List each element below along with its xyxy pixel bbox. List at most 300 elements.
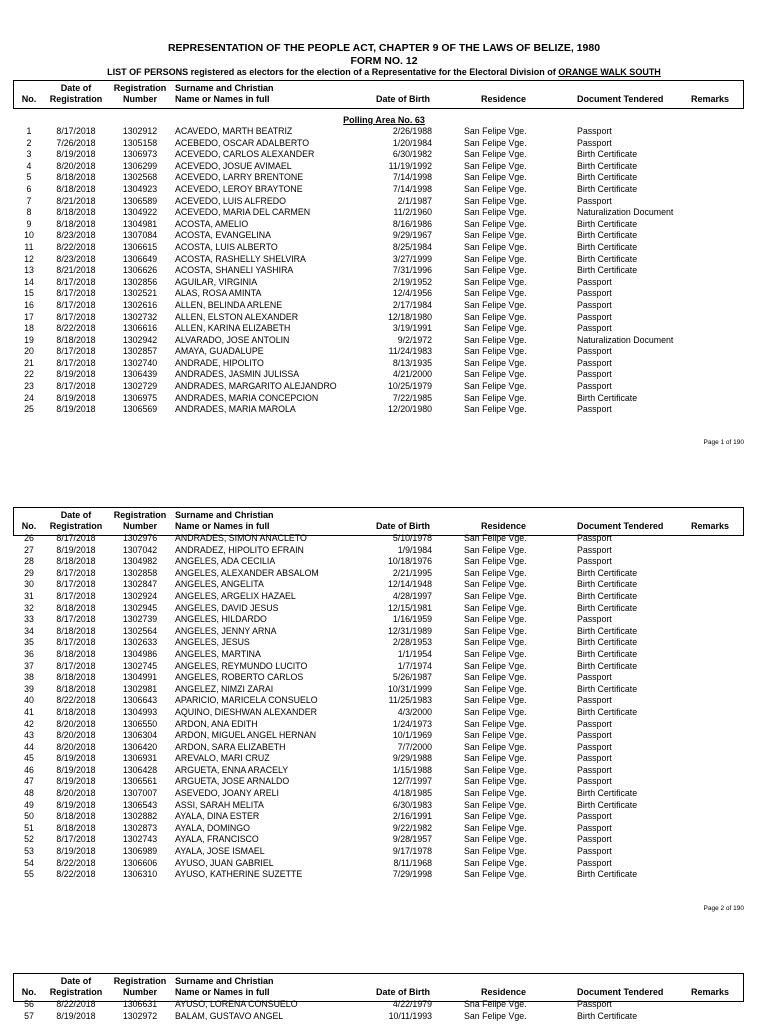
table-row [0,219,768,231]
row-name: ACEVEDO, LARRY BRENTONE [175,172,304,183]
row-registration-number: 1302743 [122,834,158,845]
row-date-registration: 8/17/2018 [56,276,96,287]
row-date-of-birth: 7/29/1998 [392,869,432,880]
row-no: 7 [26,195,32,206]
row-date-registration: 7/26/2018 [56,137,96,148]
row-date-of-birth: 8/25/1984 [392,241,432,252]
row-date-registration: 8/19/2018 [56,753,96,764]
row-name: ACEVEDO, JOSUE AVIMAEL [175,160,292,171]
row-residence: San Felipe Vge. [464,230,527,241]
row-date-of-birth: 4/18/1985 [392,788,432,799]
row-registration-number: 1306649 [122,253,158,264]
row-name: AYUSO, JUAN GABRIEL [175,857,274,868]
row-name: ACAVEDO, MARTH BEATRIZ [175,126,293,136]
row-date-of-birth: 4/3/2000 [397,706,432,717]
row-date-of-birth: 3/19/1991 [392,323,432,334]
row-residence: San Felipe Vge. [464,369,527,380]
row-document-tendered: Passport [577,614,612,625]
row-no: 13 [24,265,34,276]
row-date-of-birth: 1/24/1973 [392,718,432,729]
row-name: ANGELEZ, NIMZI ZARAI [175,683,274,694]
row-date-registration: 8/19/2018 [56,149,96,160]
row-document-tendered: Passport [577,857,612,868]
row-name: ANDRADES, MARIA CONCEPCION [175,392,319,403]
row-registration-number: 1302564 [122,625,158,636]
table-row [0,637,768,649]
row-name: ANGELES, ADA CECILIA [175,556,276,567]
row-date-registration: 8/21/2018 [56,195,96,206]
row-date-registration: 8/23/2018 [56,253,96,264]
row-no: 15 [24,288,34,299]
row-registration-number: 1306631 [122,999,158,1009]
row-residence: San Felipe Vge. [464,822,527,833]
col-header-name-2: Name or Names in full [175,94,270,104]
row-name: AREVALO, MARI CRUZ [175,753,270,764]
row-document-tendered: Passport [577,126,612,136]
row-name: ALLEN, ELSTON ALEXANDER [175,311,299,322]
table-row [0,335,768,347]
row-document-tendered: Birth Certificate [577,637,638,648]
row-residence: San Felipe Vge. [464,346,527,357]
table-row [0,672,768,684]
row-name: ARGUETA, ENNA ARACELY [175,764,289,775]
row-date-of-birth: 12/4/1956 [392,288,432,299]
row-document-tendered: Passport [577,730,612,741]
row-residence: San Felipe Vge. [464,788,527,799]
col-header-registration-number: Registration [113,976,167,986]
row-no: 16 [24,299,34,310]
row-residence: San Felipe Vge. [464,834,527,845]
row-name: ANGELES, HILDARDO [175,614,267,625]
row-date-of-birth: 10/11/1993 [388,1010,432,1021]
col-header-registration-number: Registration [113,510,167,520]
col-header-date-of-birth: Date of Birth [376,94,430,104]
row-residence: San Felipe Vge. [464,126,527,136]
row-no: 50 [24,811,34,822]
table-row [0,765,768,777]
row-date-of-birth: 12/20/1980 [387,404,432,415]
row-date-of-birth: 7/14/1998 [392,172,432,183]
table-row [0,254,768,266]
row-registration-number: 1307042 [122,544,158,555]
row-no: 35 [24,637,34,648]
row-no: 31 [24,590,34,601]
table-row [0,695,768,707]
row-residence: San Felipe Vge. [464,590,527,601]
col-header-registration-number-2: Number [122,94,157,104]
row-date-registration: 8/22/2018 [56,695,96,706]
row-document-tendered: Passport [577,311,612,322]
row-date-of-birth: 1/16/1959 [392,614,432,625]
row-document-tendered: Passport [577,544,612,555]
row-document-tendered: Passport [577,834,612,845]
row-residence: San Felipe Vge. [464,218,527,229]
row-no: 24 [24,392,34,403]
row-date-registration: 8/19/2018 [56,392,96,403]
table-row [0,161,768,173]
row-date-registration: 8/17/2018 [56,834,96,845]
col-header-name: Surname and Christian [175,83,274,93]
row-date-of-birth: 11/2/1960 [393,207,432,218]
row-name: ARGUETA, JOSE ARNALDO [175,776,290,787]
row-registration-number: 1304922 [122,207,158,218]
row-no: 48 [24,788,34,799]
row-date-of-birth: 1/1/1954 [397,648,432,659]
row-residence: San Felipe Vge. [464,241,527,252]
table-row [0,846,768,858]
row-document-tendered: Birth Certificate [577,567,638,578]
table-row [0,277,768,289]
row-residence: San Felipe Vge. [464,846,527,857]
row-date-registration: 8/22/2018 [56,999,96,1009]
row-residence: San Felipe Vge. [464,695,527,706]
form-number: FORM NO. 12 [350,55,418,67]
row-document-tendered: Passport [577,741,612,752]
row-name: ANGELES, DAVID JESUS [175,602,279,613]
row-date-of-birth: 12/7/1997 [392,776,432,787]
row-registration-number: 1306550 [122,718,158,729]
row-no: 18 [24,323,34,334]
col-header-document-tendered: Document Tendered [577,94,664,104]
row-no: 36 [24,648,34,659]
row-registration-number: 1306615 [122,241,158,252]
row-document-tendered: Birth Certificate [577,392,638,403]
row-registration-number: 1306304 [122,730,158,741]
row-date-of-birth: 12/15/1981 [387,602,432,613]
row-residence: San Felipe Vge. [464,1010,527,1021]
row-no: 17 [24,311,34,322]
row-name: ANDRADE, HIPOLITO [175,357,264,368]
row-registration-number: 1302873 [122,822,158,833]
row-no: 12 [24,253,34,264]
row-registration-number: 1306428 [122,764,158,775]
table-row [0,346,768,358]
row-document-tendered: Passport [577,288,612,299]
row-document-tendered: Birth Certificate [577,648,638,659]
row-registration-number: 1302981 [122,683,158,694]
row-date-of-birth: 7/31/1996 [392,265,432,276]
row-registration-number: 1306973 [122,149,158,160]
table-row [0,823,768,835]
table-row [0,661,768,673]
row-no: 33 [24,614,34,625]
row-date-registration: 8/17/2018 [56,357,96,368]
row-residence: San Felipe Vge. [464,533,527,543]
table-row [0,684,768,696]
row-date-registration: 8/17/2018 [56,533,96,543]
row-name: ARDON, MIGUEL ANGEL HERNAN [175,730,317,741]
row-name: ANGELES, MARTINA [175,648,261,659]
table-row [0,811,768,823]
row-no: 21 [24,357,34,368]
row-registration-number: 1306310 [122,869,158,880]
row-name: AQUINO, DIESHWAN ALEXANDER [175,706,317,717]
table-row [0,834,768,846]
row-residence: San Felipe Vge. [464,556,527,567]
table-row [0,626,768,638]
row-no: 53 [24,846,34,857]
row-registration-number: 1307007 [122,788,158,799]
row-date-of-birth: 9/22/1982 [392,822,432,833]
row-date-of-birth: 7/14/1998 [392,183,432,194]
row-date-of-birth: 10/1/1969 [392,730,432,741]
row-residence: San Felipe Vge. [464,172,527,183]
col-header-remarks: Remarks [691,94,730,104]
row-name: ANGELES, REYMUNDO LUCITO [175,660,308,671]
row-name: ANDRADES, MARIA MAROLA [175,404,296,415]
row-residence: San Felipe Vge. [464,730,527,741]
row-date-of-birth: 6/30/1982 [392,149,432,160]
row-residence: San Felipe Vge. [464,544,527,555]
col-header-date-of-birth: Date of Birth [376,987,430,997]
table-row [0,172,768,184]
row-residence: San Felipe Vge. [464,869,527,880]
row-no: 23 [24,381,34,392]
col-header-no: No. [21,987,37,997]
row-registration-number: 1302912 [122,126,158,136]
row-document-tendered: Birth Certificate [577,253,638,264]
col-header-residence: Residence [481,987,527,997]
row-date-registration: 8/21/2018 [56,265,96,276]
table-row [0,230,768,242]
row-name: ACEVEDO, MARIA DEL CARMEN [175,207,311,218]
col-header-date-of-birth: Date of Birth [376,521,430,531]
row-no: 28 [24,556,34,567]
row-date-of-birth: 2/28/1953 [392,637,432,648]
row-no: 9 [26,218,32,229]
row-date-registration: 8/20/2018 [56,160,96,171]
row-document-tendered: Passport [577,718,612,729]
col-header-date-registration: Date of [60,83,92,93]
row-residence: San Felipe Vge. [464,253,527,264]
row-registration-number: 1302882 [122,811,158,822]
col-header-remarks: Remarks [691,987,730,997]
row-registration-number: 1302740 [122,357,158,368]
row-no: 37 [24,660,34,671]
row-registration-number: 1302732 [122,311,158,322]
table-row [0,707,768,719]
row-residence: San Felipe Vge. [464,660,527,671]
row-registration-number: 1302616 [122,299,158,310]
row-document-tendered: Birth Certificate [577,706,638,717]
row-date-of-birth: 4/22/1979 [392,999,432,1009]
row-residence: San Felipe Vge. [464,718,527,729]
row-name: AYALA, FRANCISCO [175,834,259,845]
row-name: ANGELES, JENNY ARNA [175,625,277,636]
row-no: 57 [24,1010,34,1021]
row-registration-number: 1306543 [122,799,158,810]
row-registration-number: 1306299 [122,160,158,171]
row-name: AYUSO, LORENA CONSUELO [175,999,298,1009]
row-date-registration: 8/20/2018 [56,788,96,799]
row-date-of-birth: 9/29/1967 [392,230,432,241]
row-no: 1 [26,126,32,136]
row-document-tendered: Birth Certificate [577,218,638,229]
row-name: ACOSTA, SHANELI YASHIRA [175,265,294,276]
row-date-of-birth: 2/21/1995 [392,567,432,578]
row-no: 2 [26,137,32,148]
row-registration-number: 1302972 [122,1010,158,1021]
row-date-of-birth: 6/30/1983 [392,799,432,810]
row-residence: Sna Felipe Vge. [464,999,527,1009]
row-name: ACOSTA, LUIS ALBERTO [175,241,278,252]
table-row [0,719,768,731]
row-residence: San Felipe Vge. [464,137,527,148]
table-row [0,649,768,661]
row-registration-number: 1306616 [122,323,158,334]
col-header-name: Surname and Christian [175,976,274,986]
row-date-of-birth: 2/17/1984 [392,299,432,310]
row-date-of-birth: 2/26/1988 [392,126,432,136]
row-date-registration: 8/19/2018 [56,764,96,775]
row-no: 41 [24,706,34,717]
row-no: 39 [24,683,34,694]
row-date-registration: 8/17/2018 [56,288,96,299]
row-document-tendered: Birth Certificate [577,660,638,671]
row-date-registration: 8/18/2018 [56,556,96,567]
row-date-registration: 8/19/2018 [56,799,96,810]
row-name: ANGELES, ARGELIX HAZAEL [175,590,296,601]
row-residence: San Felipe Vge. [464,753,527,764]
row-date-of-birth: 7/22/1985 [392,392,432,403]
row-name: BALAM, GUSTAVO ANGEL [175,1010,284,1021]
row-name: AGUILAR, VIRGINIA [175,276,258,287]
row-date-registration: 8/18/2018 [56,811,96,822]
row-residence: San Felipe Vge. [464,299,527,310]
row-no: 40 [24,695,34,706]
row-registration-number: 1302568 [122,172,158,183]
table-row [0,207,768,219]
row-name: ALVARADO, JOSE ANTOLIN [175,334,290,345]
subtitle-text: LIST OF PERSONS registered as electors for the election of a Representative for the Electoral Division of [107,67,556,77]
row-registration-number: 1306989 [122,846,158,857]
row-date-registration: 8/20/2018 [56,718,96,729]
table-row [0,138,768,150]
row-name: ALAS, ROSA AMINTA [175,288,262,299]
row-no: 11 [24,241,34,252]
row-date-registration: 8/23/2018 [56,230,96,241]
row-residence: San Felipe Vge. [464,207,527,218]
row-document-tendered: Passport [577,753,612,764]
row-document-tendered: Passport [577,672,612,683]
row-date-registration: 8/22/2018 [56,241,96,252]
row-document-tendered: Birth Certificate [577,160,638,171]
row-registration-number: 1302847 [122,579,158,590]
table-row [0,404,768,416]
table-row [0,591,768,603]
row-registration-number: 1306420 [122,741,158,752]
row-name: ASEVEDO, JOANY ARELI [175,788,279,799]
row-residence: San Felipe Vge. [464,706,527,717]
table-row [0,753,768,765]
row-date-of-birth: 11/24/1983 [388,346,432,357]
row-document-tendered: Passport [577,369,612,380]
row-no: 32 [24,602,34,613]
row-registration-number: 1302945 [122,602,158,613]
row-residence: San Felipe Vge. [464,683,527,694]
row-name: ACEVEDO, LEROY BRAYTONE [175,183,303,194]
table-row [0,242,768,254]
row-residence: San Felipe Vge. [464,741,527,752]
row-registration-number: 1304991 [122,672,158,683]
row-date-of-birth: 12/18/1980 [387,311,432,322]
row-no: 29 [24,567,34,578]
row-date-registration: 8/20/2018 [56,741,96,752]
row-document-tendered: Passport [577,357,612,368]
row-name: ALLEN, KARINA ELIZABETH [175,323,291,334]
row-date-of-birth: 2/16/1991 [392,811,432,822]
row-residence: San Felipe Vge. [464,149,527,160]
row-document-tendered: Birth Certificate [577,799,638,810]
row-residence: San Felipe Vge. [464,311,527,322]
row-registration-number: 1306569 [122,404,158,415]
table-row [0,196,768,208]
row-registration-number: 1302729 [122,381,158,392]
row-residence: San Felipe Vge. [464,614,527,625]
row-date-of-birth: 7/7/2000 [397,741,432,752]
row-residence: San Felipe Vge. [464,672,527,683]
row-no: 45 [24,753,34,764]
row-name: ASSI, SARAH MELITA [175,799,264,810]
row-residence: San Felipe Vge. [464,857,527,868]
row-date-of-birth: 12/31/1989 [387,625,432,636]
row-date-registration: 8/17/2018 [56,567,96,578]
row-date-registration: 8/18/2018 [56,602,96,613]
row-document-tendered: Birth Certificate [577,149,638,160]
table-row [0,579,768,591]
row-no: 30 [24,579,34,590]
table-row [0,776,768,788]
table-row [0,999,768,1011]
row-no: 54 [24,857,34,868]
row-document-tendered: Passport [577,776,612,787]
col-header-registration-number-2: Number [122,987,157,997]
row-date-of-birth: 9/2/1972 [397,334,432,345]
row-document-tendered: Birth Certificate [577,172,638,183]
row-date-registration: 8/17/2018 [56,590,96,601]
row-document-tendered: Passport [577,846,612,857]
col-header-name: Surname and Christian [175,510,274,520]
row-document-tendered: Birth Certificate [577,625,638,636]
row-registration-number: 1304981 [122,218,158,229]
row-residence: San Felipe Vge. [464,288,527,299]
table-row [0,358,768,370]
row-no: 14 [24,276,34,287]
row-name: ACEBEDO, OSCAR ADALBERTO [175,137,310,148]
row-no: 10 [24,230,34,241]
row-registration-number: 1304923 [122,183,158,194]
table-row [0,126,768,138]
table-row [0,184,768,196]
row-date-of-birth: 11/19/1992 [388,160,432,171]
row-registration-number: 1302739 [122,614,158,625]
row-registration-number: 1302858 [122,567,158,578]
row-no: 34 [24,625,34,636]
row-date-of-birth: 10/25/1979 [387,381,432,392]
row-name: ARDON, SARA ELIZABETH [175,741,286,752]
row-no: 3 [26,149,32,160]
row-residence: San Felipe Vge. [464,811,527,822]
row-name: AYALA, DINA ESTER [175,811,260,822]
row-date-of-birth: 5/10/1978 [392,533,432,543]
col-header-date-registration: Date of [60,510,92,520]
row-date-registration: 8/18/2018 [56,672,96,683]
row-name: ACEVEDO, LUIS ALFREDO [175,195,286,206]
col-header-residence: Residence [481,521,527,531]
row-document-tendered: Passport [577,323,612,334]
row-name: AYALA, JOSE ISMAEL [175,846,265,857]
col-header-document-tendered: Document Tendered [577,987,664,997]
